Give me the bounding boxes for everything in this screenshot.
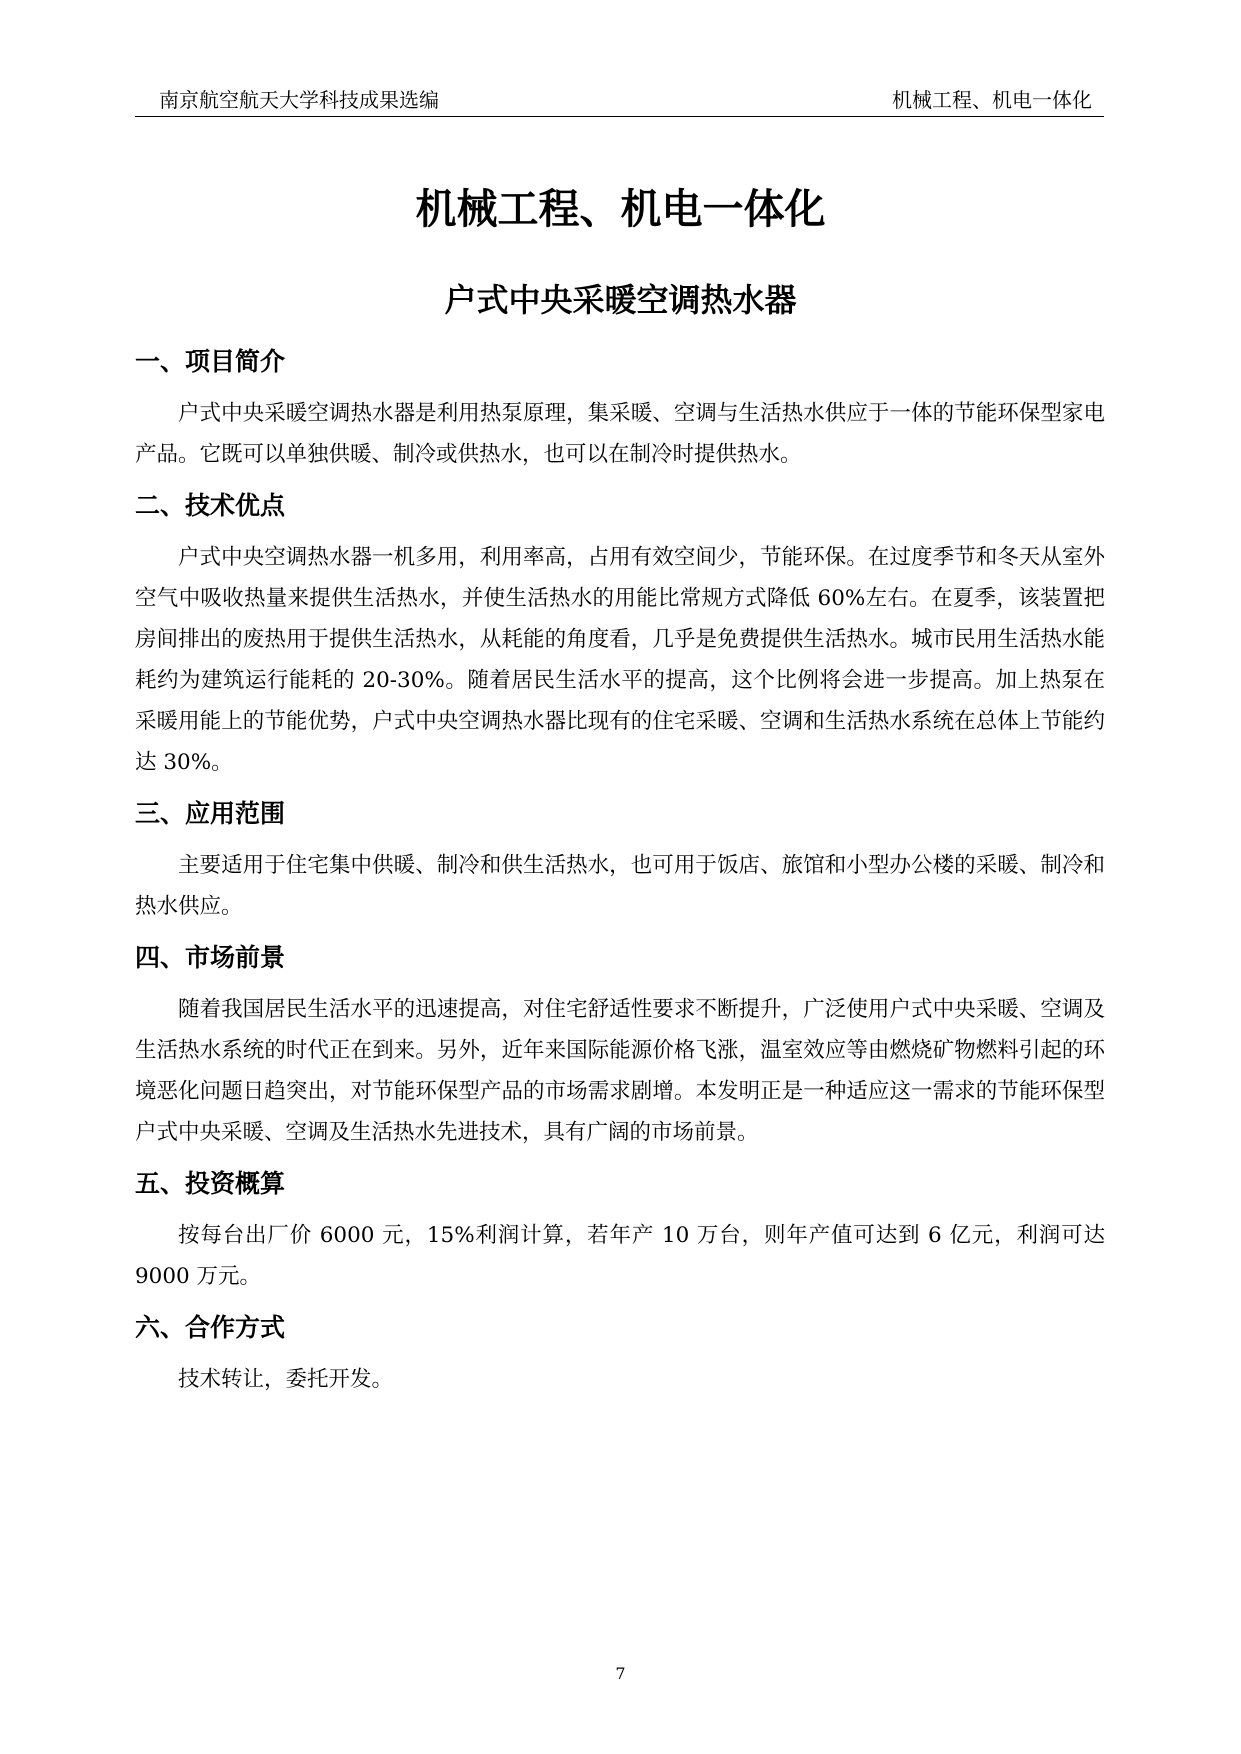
section-paragraph: 户式中央空调热水器一机多用，利用率高，占用有效空间少，节能环保。在过度季节和冬天从室外空气中吸收热量来提供生活热水，并使生活热水的用能比常规方式降低 60%左右。在夏季，该装置把房间排出的废热用于提供生活热水，从耗能的角度看，几乎是免费提供生活热水。城市民用生活热水能耗约为建筑运行能耗的 20-30%。随着居民生活水平的提高，这个比例将会进一步提高。加上热泵在采暖用能上的节能优势，户式中央空调热水器比现有的住宅采暖、空调和生活热水系统在总体上节能约达 30%。 [135,545,1105,775]
section-heading: 二、技术优点 [135,491,286,520]
header-right-text: 机械工程、机电一体化 [892,88,1092,112]
section-heading: 四、市场前景 [135,943,286,972]
section-paragraph: 主要适用于住宅集中供暖、制冷和供生活热水，也可用于饭店、旅馆和小型办公楼的采暖、制冷和热水供应。 [135,853,1105,919]
section-market [135,941,1105,1153]
page-number: 7 [615,1664,626,1683]
section-paragraph: 技术转让，委托开发。 [178,1367,394,1392]
section-investment [135,1167,1105,1297]
section-paragraph: 户式中央采暖空调热水器是利用热泵原理，集采暖、空调与生活热水供应于一体的节能环保型家电产品。它既可以单独供暖、制冷或供热水，也可以在制冷时提供热水。 [135,401,1105,467]
section-cooperation [135,1311,1105,1400]
section-applications [135,797,1105,927]
section-paragraph: 随着我国居民生活水平的迅速提高，对住宅舒适性要求不断提升，广泛使用户式中央采暖、空调及生活热水系统的时代正在到来。另外，近年来国际能源价格飞涨，温室效应等由燃烧矿物燃料引起的环境恶化问题日趋突出，对节能环保型产品的市场需求剧增。本发明正是一种适应这一需求的节能环保型户式中央采暖、空调及生活热水先进技术，具有广阔的市场前景。 [135,997,1105,1145]
running-header [135,86,1104,117]
document-body [135,345,1105,1414]
section-introduction [135,345,1105,475]
section-heading: 一、项目简介 [135,347,286,376]
section-heading: 六、合作方式 [135,1313,286,1342]
section-advantages [135,489,1105,783]
section-paragraph: 按每台出厂价 6000 元，15%利润计算，若年产 10 万台，则年产值可达到 6 亿元，利润可达 9000 万元。 [135,1223,1105,1289]
section-heading: 三、应用范围 [135,799,286,828]
header-left-text: 南京航空航天大学科技成果选编 [159,88,439,112]
section-heading: 五、投资概算 [135,1169,286,1198]
page-title: 机械工程、机电一体化 [415,185,826,234]
project-title: 户式中央采暖空调热水器 [444,280,797,319]
